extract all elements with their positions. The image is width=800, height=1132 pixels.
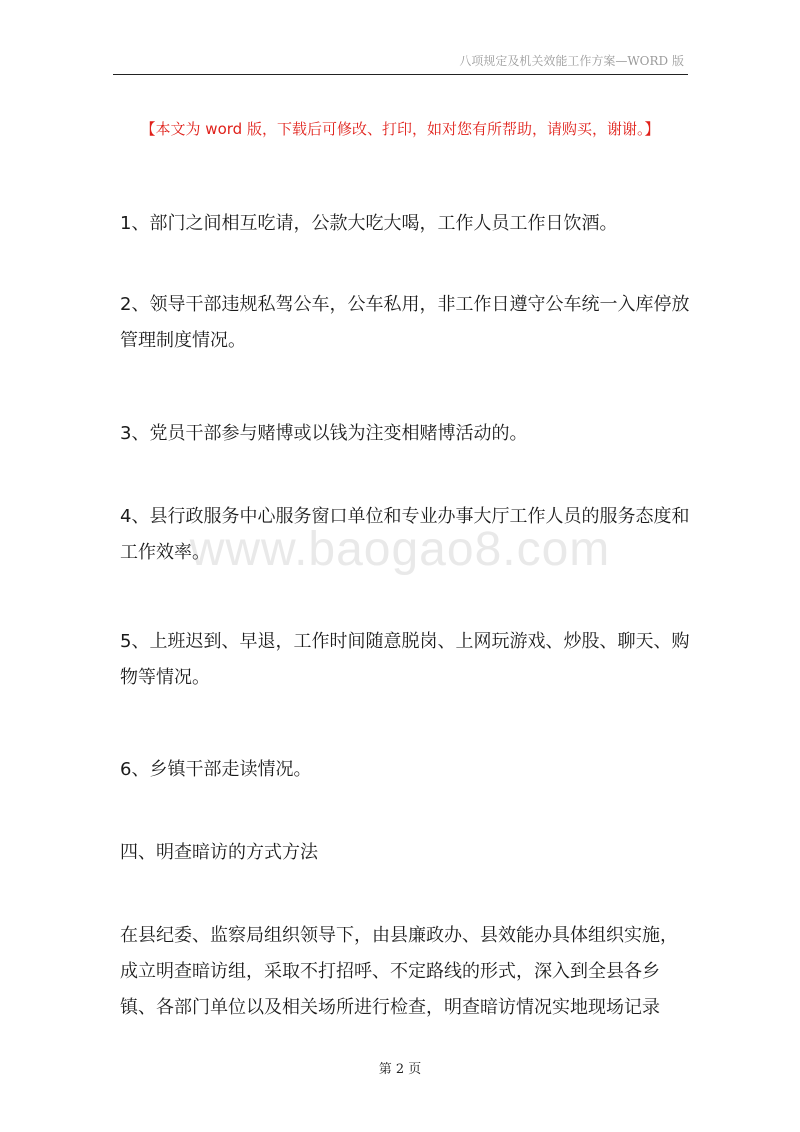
paragraph-5: 5、上班迟到、早退，工作时间随意脱岗、上网玩游戏、炒股、聊天、购物等情况。 <box>120 631 690 688</box>
header-divider <box>113 74 688 75</box>
section-heading: 四、明查暗访的方式方法 <box>120 842 318 863</box>
paragraph-2: 2、领导干部违规私驾公车，公车私用，非工作日遵守公车统一入库停放管理制度情况。 <box>120 294 690 351</box>
page-number: 第 2 页 <box>378 1062 422 1077</box>
header-title: 八项规定及机关效能工作方案—WORD 版 <box>459 54 684 68</box>
paragraph-7: 在县纪委、监察局组织领导下，由县廉政办、县效能办具体组织实施，成立明查暗访组，采取不打招呼、不定路线的形式，深入到全县各乡镇、各部门单位以及相关场所进行检查，明查暗访情况实地现场记录 <box>120 925 678 1018</box>
paragraph-1: 1、部门之间相互吃请，公款大吃大喝，工作人员工作日饮酒。 <box>120 213 618 234</box>
paragraph-6: 6、乡镇干部走读情况。 <box>120 759 312 780</box>
watermark: www.baogao8.com <box>189 523 611 576</box>
paragraph-4: 4、县行政服务中心服务窗口单位和专业办事大厅工作人员的服务态度和工作效率。 <box>120 506 690 563</box>
purchase-notice: 【本文为 word 版，下载后可修改、打印，如对您有所帮助，请购买，谢谢。】 <box>140 120 660 138</box>
paragraph-3: 3、党员干部参与赌博或以钱为注变相赌博活动的。 <box>120 423 528 444</box>
